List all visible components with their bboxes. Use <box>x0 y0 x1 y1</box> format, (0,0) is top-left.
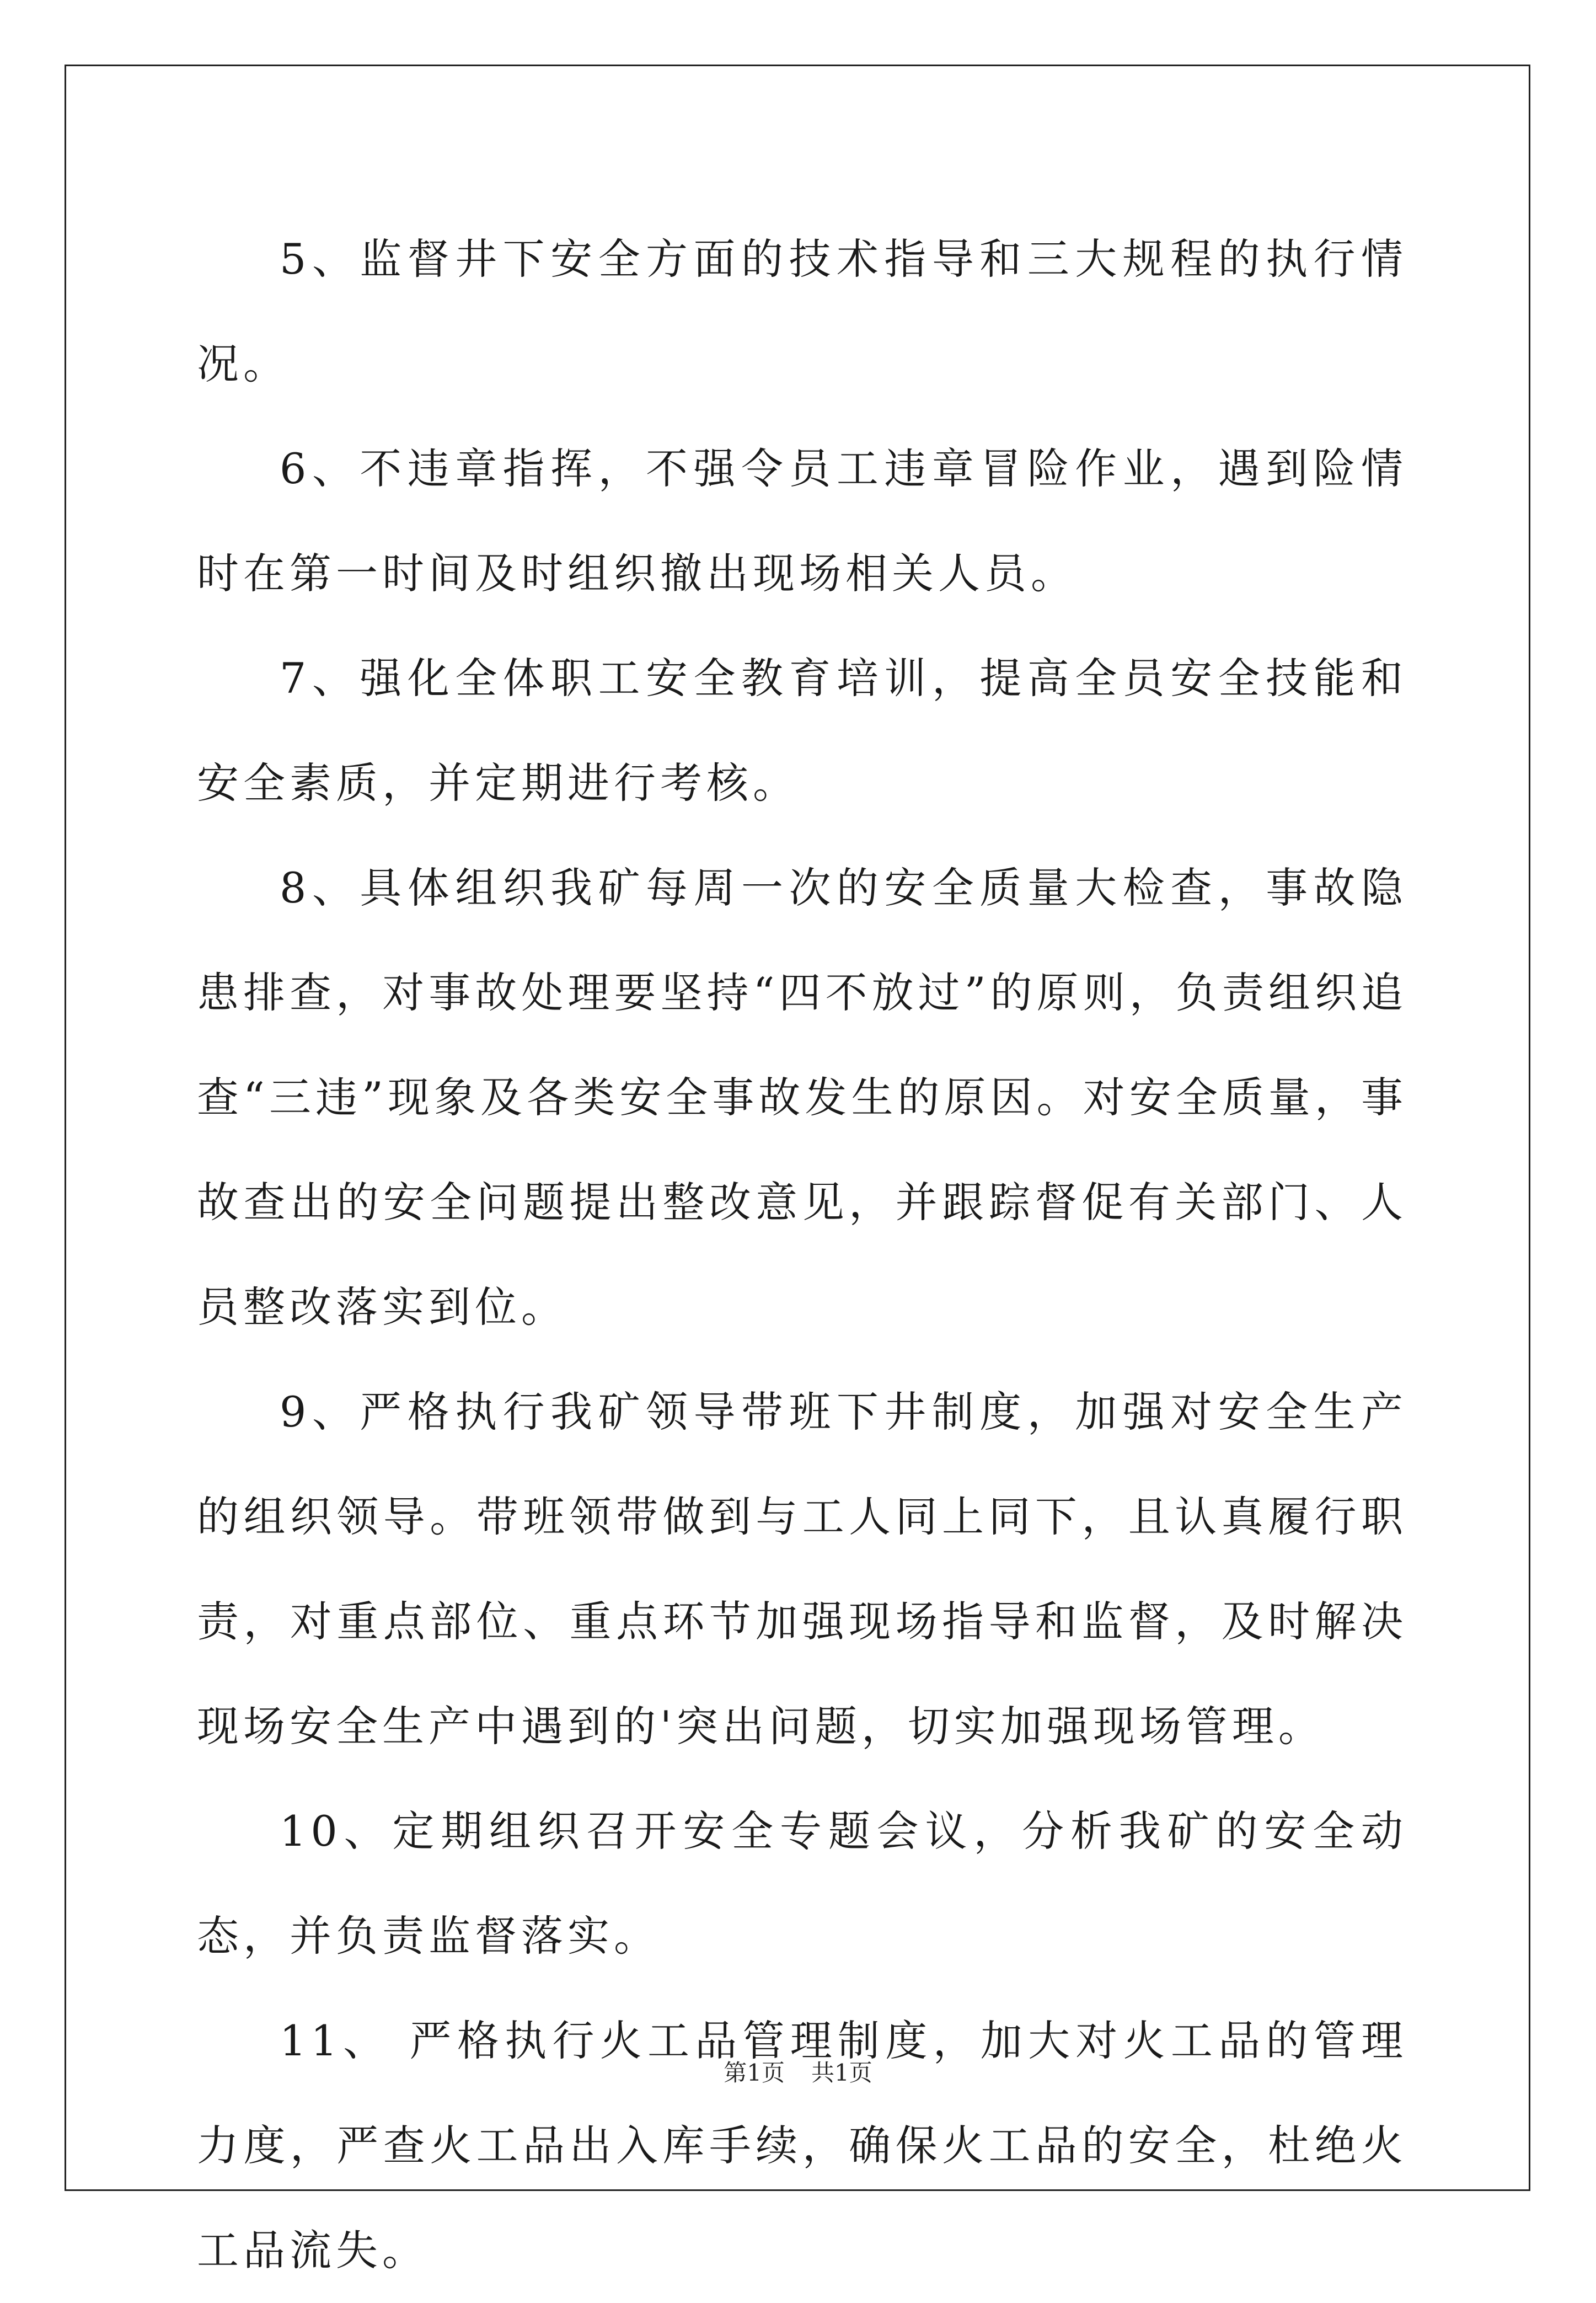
paragraph-item-6: 6、不违章指挥，不强令员工违章冒险作业，遇到险情时在第一时间及时组织撤出现场相关人员。 <box>197 444 1407 598</box>
paragraph-item-5: 5、监督井下安全方面的技术指导和三大规程的执行情况。 <box>197 234 1407 388</box>
page-number-current: 第1页 <box>724 2059 785 2086</box>
paragraph-item-10: 10、定期组织召开安全专题会议，分析我矿的安全动态，并负责监督落实。 <box>197 1807 1407 1960</box>
paragraph-item-11: 11、 严格执行火工品管理制度，加大对火工品的管理力度，严查火工品出入库手续，确保火工品的安全，杜绝火工品流失。 <box>197 2016 1407 2275</box>
paragraph-item-8: 8、具体组织我矿每周一次的安全质量大检查，事故隐患排查，对事故处理要坚持“四不放过”的原则，负责组织追查“三违”现象及各类安全事故发生的原因。对安全质量，事故查出的安全问题提出整改意见，并跟踪督促有关部门、人员整改落实到位。 <box>197 863 1407 1332</box>
paragraph-item-9: 9、严格执行我矿领导带班下井制度，加强对安全生产的组织领导。带班领带做到与工人同上同下，且认真履行职责，对重点部位、重点环节加强现场指导和监督，及时解决现场安全生产中遇到的'突出问题，切实加强现场管理。 <box>197 1387 1407 1751</box>
page-footer <box>0 2056 1596 2090</box>
document-body <box>197 207 1407 2303</box>
page-number-total: 共1页 <box>811 2059 872 2086</box>
paragraph-item-7: 7、强化全体职工安全教育培训，提高全员安全技能和安全素质，并定期进行考核。 <box>197 654 1407 808</box>
